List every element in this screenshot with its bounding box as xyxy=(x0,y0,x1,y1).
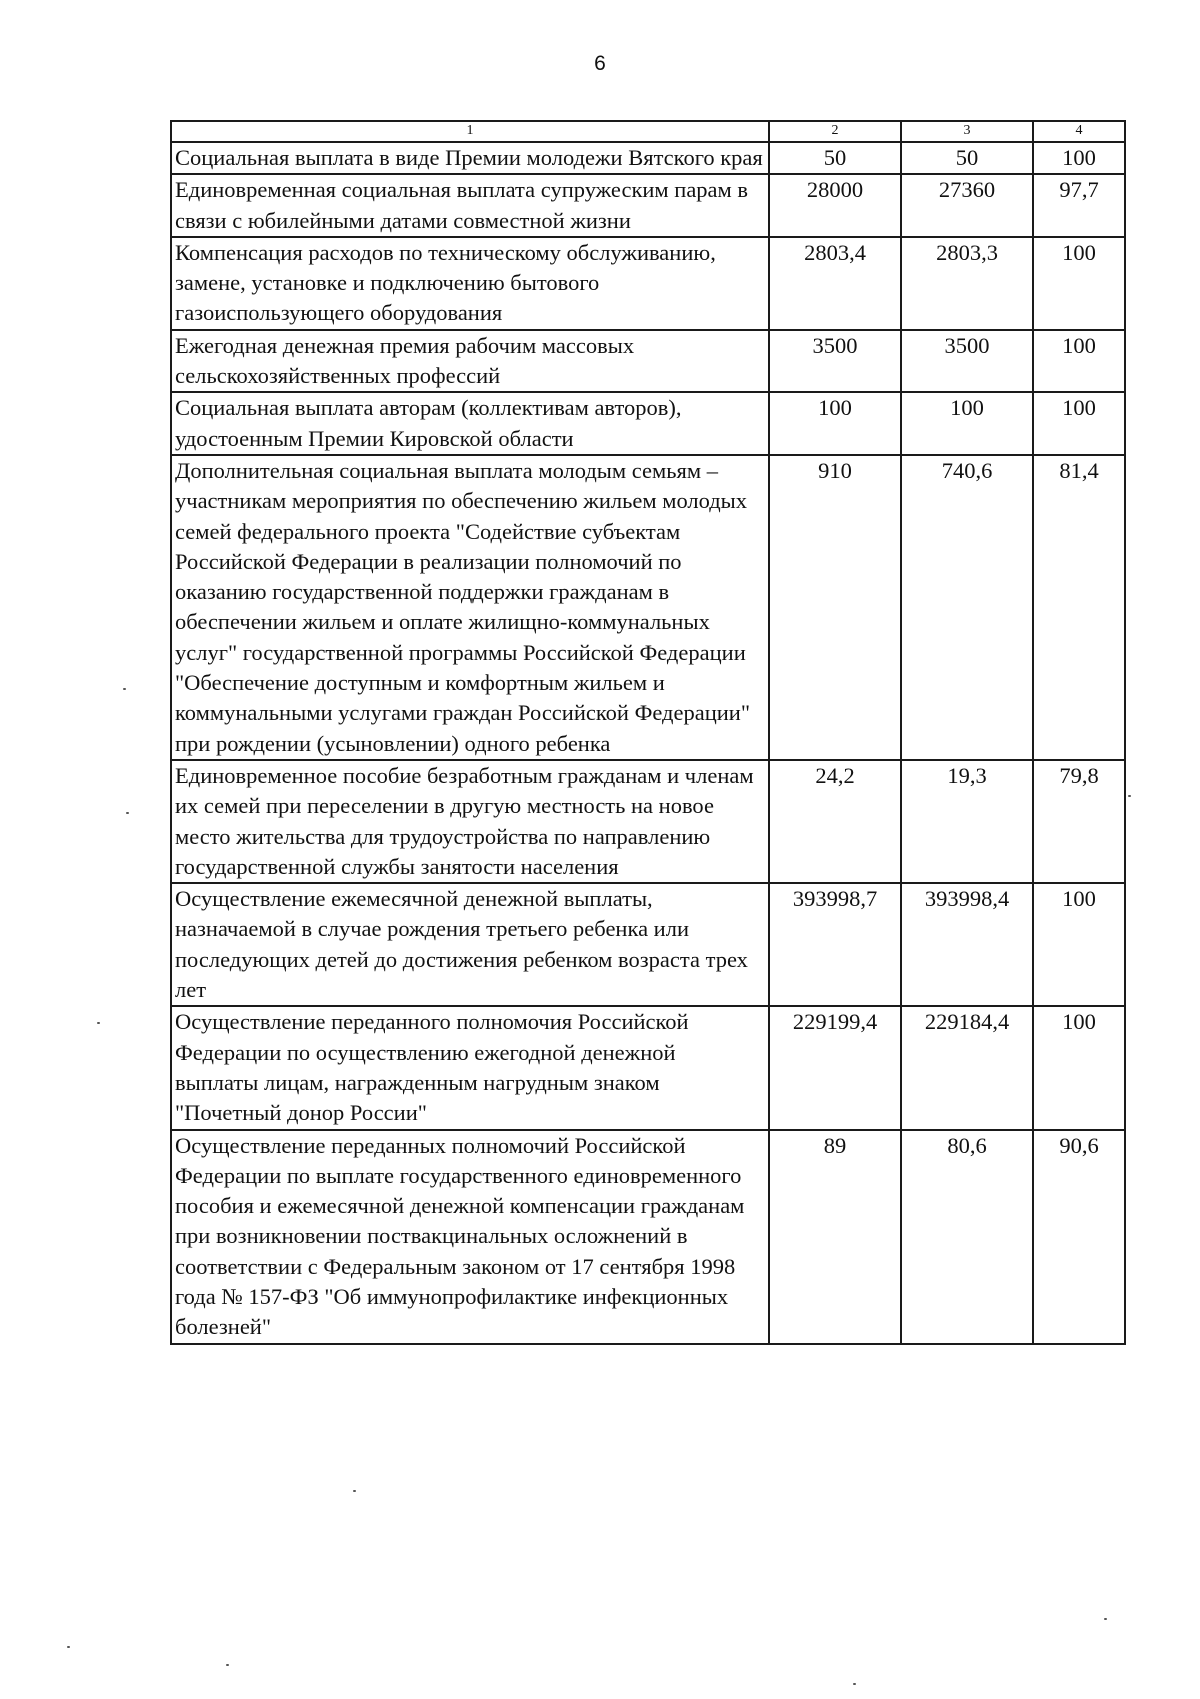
scan-speck xyxy=(67,1646,70,1648)
row-value-col4: 100 xyxy=(1033,237,1125,330)
page-number: 6 xyxy=(594,52,606,75)
row-value-col3: 80,6 xyxy=(901,1130,1033,1344)
table-row xyxy=(171,392,1125,455)
scan-speck xyxy=(353,1490,356,1492)
row-name: Социальная выплата в виде Премии молодежи Вятского края xyxy=(171,142,769,174)
scan-speck xyxy=(126,812,129,814)
row-value-col4: 81,4 xyxy=(1033,455,1125,760)
table-row xyxy=(171,455,1125,760)
table-row xyxy=(171,760,1125,883)
row-value-col3: 19,3 xyxy=(901,760,1033,883)
table-row xyxy=(171,142,1125,174)
row-name: Социальная выплата авторам (коллективам авторов), удостоенным Премии Кировской области xyxy=(171,392,769,455)
scan-speck xyxy=(1104,1618,1107,1620)
row-value-col4: 100 xyxy=(1033,330,1125,393)
row-name: Единовременная социальная выплата супружеским парам в связи с юбилейными датами совместной жизни xyxy=(171,174,769,237)
row-value-col2: 910 xyxy=(769,455,901,760)
scan-speck xyxy=(123,688,126,690)
column-header-2: 2 xyxy=(769,121,901,142)
row-value-col3: 27360 xyxy=(901,174,1033,237)
row-value-col4: 79,8 xyxy=(1033,760,1125,883)
scan-speck xyxy=(853,1683,856,1685)
row-value-col2: 89 xyxy=(769,1130,901,1344)
table-row xyxy=(171,174,1125,237)
row-value-col3: 100 xyxy=(901,392,1033,455)
row-value-col4: 100 xyxy=(1033,392,1125,455)
row-value-col3: 740,6 xyxy=(901,455,1033,760)
row-name: Единовременное пособие безработным гражданам и членам их семей при переселении в другую местность на новое место жительства для трудоустройства по направлению государственной службы занятости населения xyxy=(171,760,769,883)
table-row xyxy=(171,237,1125,330)
row-value-col2: 2803,4 xyxy=(769,237,901,330)
scan-speck xyxy=(226,1664,229,1666)
row-value-col2: 393998,7 xyxy=(769,883,901,1006)
scan-speck xyxy=(1128,795,1131,797)
table-row xyxy=(171,1130,1125,1344)
row-name: Ежегодная денежная премия рабочим массовых сельскохозяйственных профессий xyxy=(171,330,769,393)
row-value-col3: 2803,3 xyxy=(901,237,1033,330)
row-value-col2: 28000 xyxy=(769,174,901,237)
row-value-col3: 3500 xyxy=(901,330,1033,393)
row-value-col3: 229184,4 xyxy=(901,1006,1033,1129)
row-value-col4: 100 xyxy=(1033,1006,1125,1129)
table-row xyxy=(171,330,1125,393)
row-value-col2: 3500 xyxy=(769,330,901,393)
row-value-col4: 97,7 xyxy=(1033,174,1125,237)
column-header-3: 3 xyxy=(901,121,1033,142)
row-value-col4: 100 xyxy=(1033,883,1125,1006)
row-name: Осуществление переданного полномочия Российской Федерации по осуществлению ежегодной денежной выплаты лицам, награжденным нагрудным знаком "Почетный донор России" xyxy=(171,1006,769,1129)
header-row xyxy=(171,121,1125,142)
row-value-col3: 50 xyxy=(901,142,1033,174)
row-value-col4: 100 xyxy=(1033,142,1125,174)
table-row xyxy=(171,1006,1125,1129)
row-value-col4: 90,6 xyxy=(1033,1130,1125,1344)
row-value-col3: 393998,4 xyxy=(901,883,1033,1006)
column-header-4: 4 xyxy=(1033,121,1125,142)
row-name: Компенсация расходов по техническому обслуживанию, замене, установке и подключению бытового газоиспользующего оборудования xyxy=(171,237,769,330)
table-row xyxy=(171,883,1125,1006)
row-value-col2: 50 xyxy=(769,142,901,174)
column-header-1: 1 xyxy=(171,121,769,142)
row-name: Осуществление ежемесячной денежной выплаты, назначаемой в случае рождения третьего ребенка или последующих детей до достижения ребенком возраста трех лет xyxy=(171,883,769,1006)
row-name: Дополнительная социальная выплата молодым семьям – участникам мероприятия по обеспечению жильем молодых семей федерального проекта "Содействие субъектам Российской Федерации в реализации полномочий по оказанию государственной поддержки гражданам в обеспечении жильем и оплате жилищно-коммунальных услуг" государственной программы Российской Федерации "Обеспечение доступным и комфортным жильем и коммунальными услугами граждан Российской Федерации" при рождении (усыновлении) одного ребенка xyxy=(171,455,769,760)
row-value-col2: 229199,4 xyxy=(769,1006,901,1129)
report-table xyxy=(170,120,1126,1345)
row-name: Осуществление переданных полномочий Российской Федерации по выплате государственного единовременного пособия и ежемесячной денежной компенсации гражданам при возникновении поствакцинальных осложнений в соответствии с Федеральным законом от 17 сентября 1998 года № 157-ФЗ "Об иммунопрофилактике инфекционных болезней" xyxy=(171,1130,769,1344)
row-value-col2: 24,2 xyxy=(769,760,901,883)
row-value-col2: 100 xyxy=(769,392,901,455)
scan-speck xyxy=(97,1022,100,1024)
